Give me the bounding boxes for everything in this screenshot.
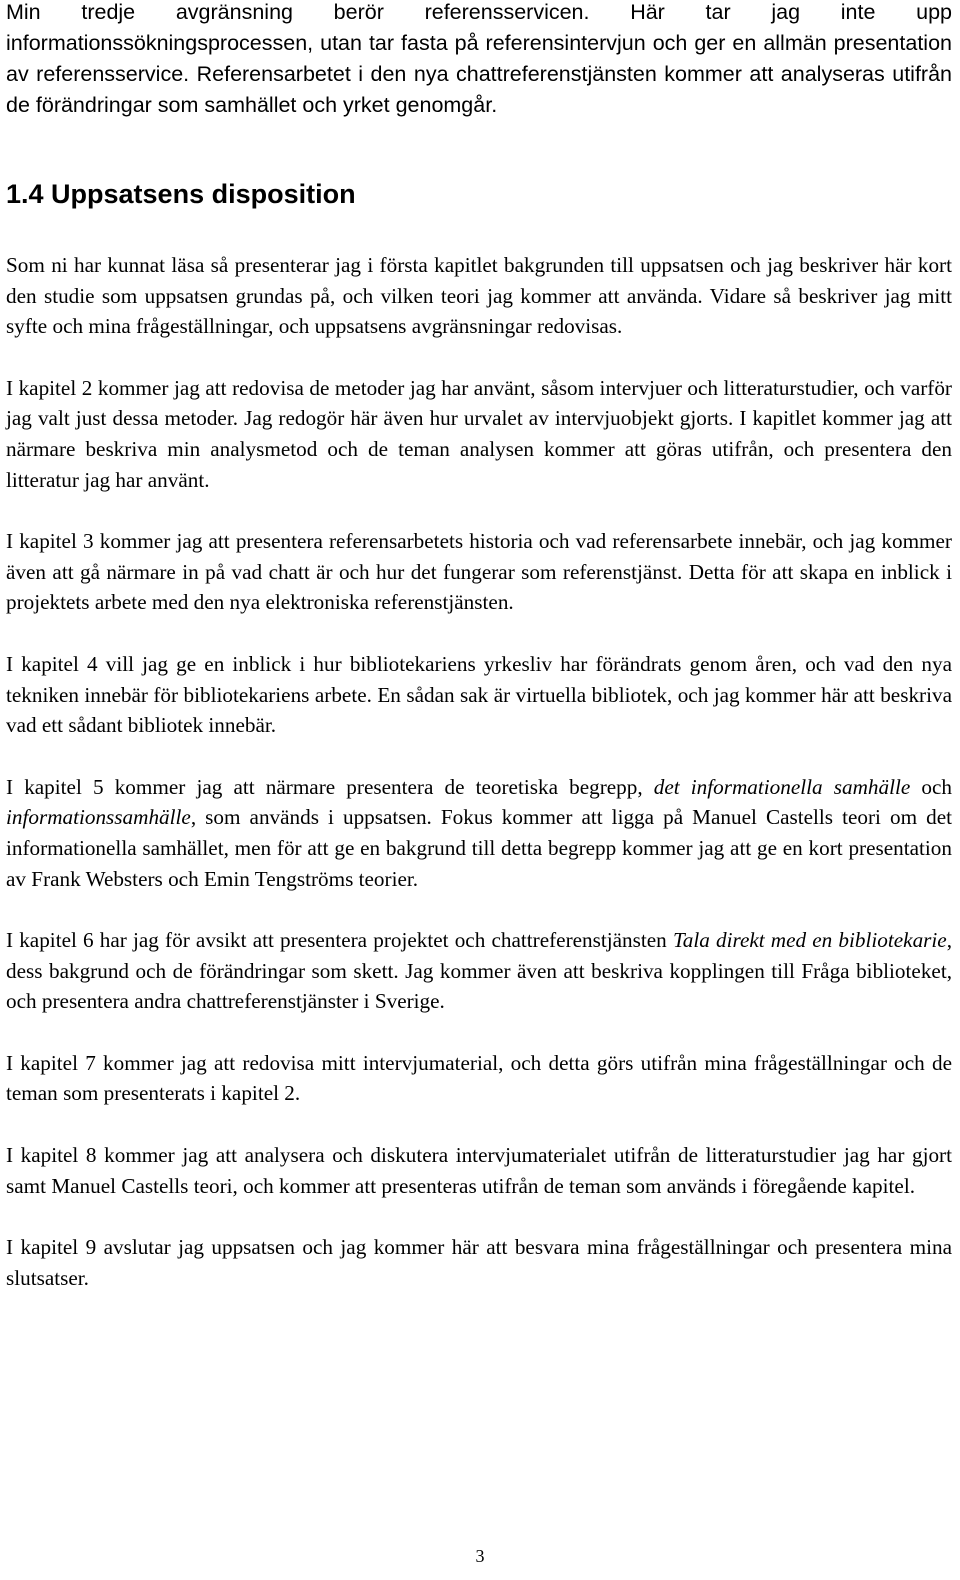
paragraph-text: , som används i uppsatsen. Fokus kommer att ligga på Manuel Castells teori om det informationella samhället, men för att ge en bakgrund till detta begrepp kommer jag att ge en kort presentation av Frank Websters och Emin Tengströms teorier. bbox=[6, 805, 952, 891]
paragraph-text: och bbox=[910, 774, 953, 799]
paragraph-chapter-9: I kapitel 9 avslutar jag uppsatsen och jag kommer här att besvara mina frågeställningar och presentera mina slutsatser. bbox=[6, 1235, 952, 1290]
section-body bbox=[6, 250, 952, 1324]
paragraph-text: , dess bakgrund och de förändringar som skett. Jag kommer även att beskriva kopplingen till Fråga biblioteket, och presentera andra chattreferenstjänster i Sverige. bbox=[6, 928, 952, 1014]
paragraph-text: I kapitel 6 har jag för avsikt att presentera projektet och chattreferenstjänsten bbox=[6, 928, 673, 953]
italic-term: det informationella samhälle bbox=[653, 774, 911, 799]
italic-term: informationssamhälle bbox=[6, 805, 191, 830]
paragraph-chapter-7: I kapitel 7 kommer jag att redovisa mitt intervjumaterial, och detta görs utifrån mina frågeställningar och de teman som presenterats i kapitel 2. bbox=[6, 1050, 952, 1106]
paragraph-text: I kapitel 5 kommer jag att närmare presentera de teoretiska begrepp, bbox=[6, 774, 654, 799]
section-heading: 1.4 Uppsatsens disposition bbox=[6, 179, 356, 209]
paragraph-chapter-2: I kapitel 2 kommer jag att redovisa de metoder jag har använt, såsom intervjuer och litteraturstudier, och varför jag valt just dessa metoder. Jag redogör här även hur urvalet av intervjuobjekt gjorts. I kapitlet kommer jag att närmare beskriva min analysmetod och de teman analysen kommer att göras utifrån, och presentera den litteratur jag har använt. bbox=[6, 375, 952, 492]
italic-title: Tala direkt med en bibliotekarie bbox=[672, 928, 947, 953]
paragraph-chapter-6 bbox=[6, 925, 952, 1017]
paragraph-chapter-1: Som ni har kunnat läsa så presenterar jag i första kapitlet bakgrunden till uppsatsen och jag beskriver här kort den studie som uppsatsen grundas på, och vilken teori jag kommer att använda. Vidare så beskriver jag mitt syfte och mina frågeställningar, och uppsatsens avgränsningar redovisas. bbox=[6, 253, 952, 339]
paragraph-chapter-3: I kapitel 3 kommer jag att presentera referensarbetets historia och vad referensarbete innebär, och jag kommer även att gå närmare in på vad chatt är och hur det fungerar som referenstjänst. Detta för att skapa en inblick i projektets arbete med den nya elektroniska referenstjänsten. bbox=[6, 529, 952, 615]
paragraph-chapter-5 bbox=[6, 772, 952, 894]
paragraph-chapter-4: I kapitel 4 vill jag ge en inblick i hur bibliotekariens yrkesliv har förändrats genom åren, och vad den nya tekniken innebär för bibliotekariens arbete. En sådan sak är virtuella bibliotek, och jag kommer här att beskriva vad ett sådant bibliotek innebär. bbox=[6, 651, 952, 738]
intro-paragraph: Min tredje avgränsning berör referensservicen. Här tar jag inte upp informationssökningsprocessen, utan tar fasta på referensintervjun och ger en allmän presentation av referensservice. Referensarbetet i den nya chattreferenstjänsten kommer att analyseras utifrån de förändringar som samhället och yrket genomgår. bbox=[6, 0, 952, 117]
paragraph-chapter-8: I kapitel 8 kommer jag att analysera och diskutera intervjumaterialet utifrån de litteraturstudier jag har gjort samt Manuel Castells teori, och kommer att presenteras utifrån de teman som används i föregående kapitel. bbox=[6, 1143, 952, 1198]
page-number: 3 bbox=[475, 1546, 485, 1566]
